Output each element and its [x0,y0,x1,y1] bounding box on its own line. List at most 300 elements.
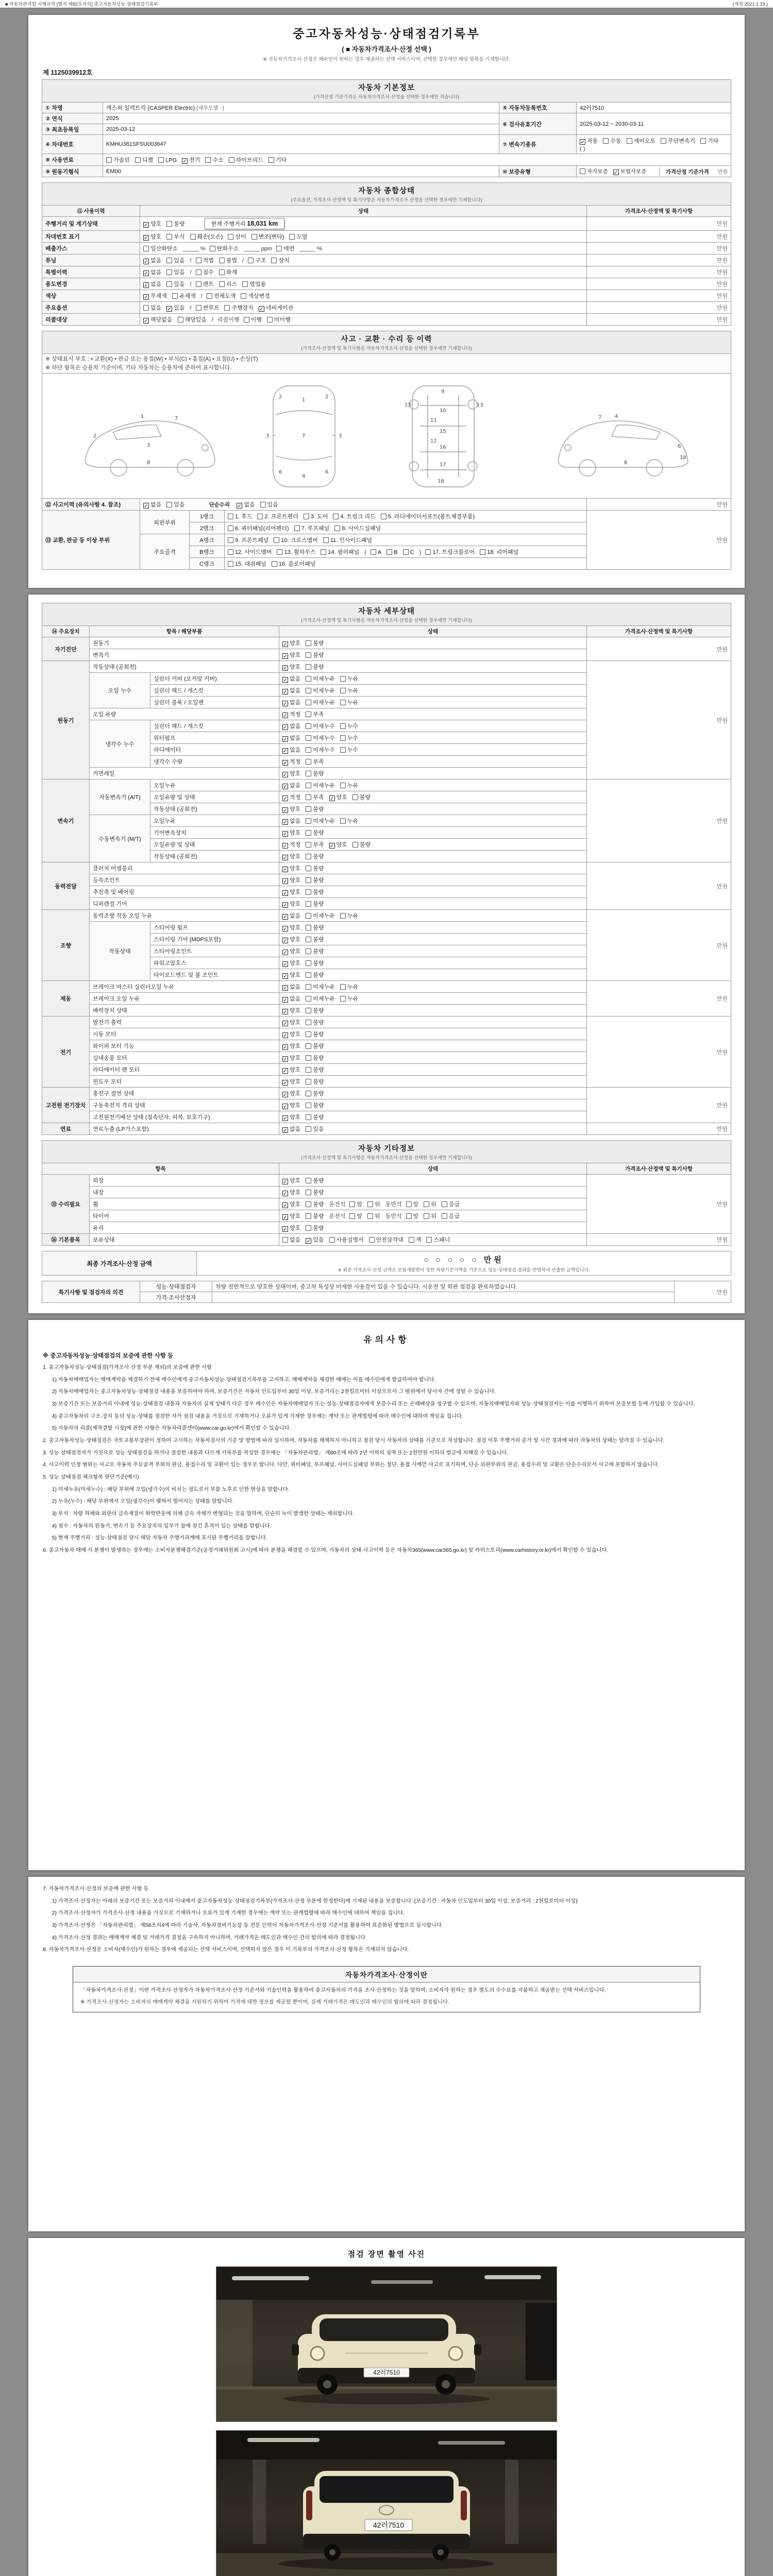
checkbox-option[interactable] [329,793,347,801]
checkbox[interactable] [340,984,346,990]
checkbox-option[interactable] [166,303,184,312]
checkbox[interactable] [306,688,311,693]
checkbox[interactable] [294,526,300,531]
checkbox[interactable] [304,514,309,519]
checkbox-option[interactable] [196,268,214,276]
checkbox[interactable] [190,234,196,240]
checkbox-option[interactable] [306,710,324,718]
checkbox[interactable] [580,168,585,174]
checkbox-option[interactable] [306,900,324,908]
checkbox[interactable] [340,783,346,788]
checkbox[interactable]: ✓ [283,938,288,944]
checkbox[interactable] [196,269,201,275]
checkbox-option[interactable] [306,1125,324,1133]
checkbox-option[interactable] [282,1235,300,1244]
checkbox[interactable] [306,759,311,765]
checkbox[interactable] [242,281,248,287]
checkbox-option[interactable] [306,994,335,1003]
checkbox-option[interactable] [143,292,167,300]
checkbox-option[interactable] [282,639,300,647]
checkbox-option[interactable] [282,1176,300,1184]
checkbox[interactable] [367,1213,373,1219]
checkbox-option[interactable] [352,793,371,801]
checkbox-option[interactable] [352,840,371,849]
checkbox[interactable] [306,877,311,883]
checkbox-option[interactable] [282,1042,300,1050]
checkbox[interactable] [306,1190,311,1195]
checkbox-option[interactable] [282,911,300,920]
checkbox[interactable] [306,771,311,776]
checkbox[interactable] [386,549,392,555]
checkbox[interactable] [369,1237,375,1243]
checkbox-option[interactable] [306,1113,324,1121]
checkbox-option[interactable] [282,876,300,884]
checkbox-option[interactable] [333,512,375,520]
checkbox-option[interactable] [340,994,358,1003]
checkbox[interactable] [349,1213,355,1219]
checkbox[interactable] [371,549,376,555]
checkbox[interactable] [700,138,706,144]
checkbox[interactable]: ✓ [283,724,288,731]
checkbox[interactable]: ✓ [613,170,618,176]
checkbox[interactable] [166,258,172,263]
checkbox-option[interactable] [627,137,656,145]
checkbox[interactable]: ✓ [259,306,264,312]
checkbox-option[interactable] [228,560,266,568]
checkbox-option[interactable] [251,232,284,241]
checkbox[interactable] [210,246,215,251]
checkbox[interactable] [306,723,311,729]
checkbox-option[interactable] [381,512,475,520]
checkbox[interactable] [260,502,266,507]
checkbox-option[interactable] [282,698,300,706]
checkbox-option[interactable] [228,548,272,556]
checkbox-option[interactable] [268,156,287,164]
checkbox-option[interactable] [219,268,237,276]
checkbox[interactable]: ✓ [237,503,242,509]
checkbox[interactable] [321,549,326,555]
checkbox-option[interactable] [282,994,300,1003]
checkbox-option[interactable] [306,674,335,683]
checkbox[interactable]: ✓ [283,760,288,766]
checkbox-option[interactable] [406,1200,419,1208]
checkbox[interactable]: ✓ [144,503,148,509]
checkbox[interactable]: ✓ [283,973,288,979]
checkbox-option[interactable] [282,888,300,896]
checkbox[interactable] [277,549,282,555]
checkbox-option[interactable] [282,982,300,991]
checkbox-option[interactable] [349,1200,362,1208]
checkbox[interactable] [228,526,233,531]
checkbox[interactable] [219,258,225,263]
checkbox[interactable] [329,1237,335,1243]
checkbox-option[interactable] [282,781,300,789]
checkbox[interactable] [340,688,346,693]
checkbox[interactable] [248,258,254,263]
checkbox-option[interactable] [257,512,298,520]
checkbox[interactable]: ✓ [283,653,288,659]
checkbox-option[interactable] [282,1113,300,1121]
checkbox[interactable]: ✓ [283,855,288,861]
checkbox[interactable]: ✓ [283,878,288,885]
checkbox[interactable] [166,281,172,287]
checkbox[interactable] [267,317,273,323]
checkbox-option[interactable] [367,1200,380,1208]
checkbox[interactable] [306,972,311,978]
checkbox[interactable] [306,996,311,1002]
checkbox-option[interactable] [306,1077,324,1086]
checkbox[interactable] [282,1237,288,1243]
checkbox-option[interactable] [277,548,315,556]
checkbox[interactable] [323,537,329,543]
checkbox[interactable] [306,735,311,741]
checkbox[interactable] [603,138,609,144]
checkbox-option[interactable] [282,651,300,659]
checkbox-option[interactable] [228,524,289,532]
checkbox[interactable]: ✓ [283,665,288,671]
checkbox-option[interactable] [306,793,324,801]
checkbox[interactable]: ✓ [144,222,148,228]
checkbox[interactable] [306,664,311,670]
checkbox-option[interactable] [306,935,324,943]
checkbox[interactable] [442,1213,447,1219]
checkbox-option[interactable] [282,1030,300,1038]
checkbox[interactable]: ✓ [144,282,148,289]
checkbox-option[interactable] [424,1212,436,1220]
checkbox-option[interactable] [166,219,184,228]
checkbox[interactable] [205,157,211,163]
checkbox[interactable] [228,514,233,519]
checkbox-option[interactable] [166,280,184,288]
checkbox[interactable] [166,269,172,275]
checkbox-option[interactable] [306,698,335,706]
checkbox[interactable] [196,281,201,287]
checkbox-option[interactable] [386,549,397,556]
checkbox-option[interactable] [306,1089,324,1097]
checkbox[interactable]: ✓ [580,139,585,145]
checkbox-option[interactable] [304,512,328,520]
checkbox[interactable] [276,246,282,251]
checkbox-option[interactable] [248,256,266,264]
checkbox[interactable]: ✓ [283,950,288,956]
checkbox-option[interactable] [306,651,324,659]
checkbox[interactable]: ✓ [283,867,288,873]
checkbox-option[interactable] [276,244,294,252]
checkbox-option[interactable] [282,722,300,730]
checkbox-option[interactable] [260,500,278,509]
checkbox[interactable] [106,157,112,163]
checkbox[interactable]: ✓ [283,807,288,814]
checkbox[interactable]: ✓ [283,831,288,837]
checkbox-option[interactable] [306,757,324,766]
checkbox-option[interactable] [207,292,236,300]
checkbox[interactable] [196,305,201,311]
checkbox[interactable] [228,537,233,543]
checkbox[interactable]: ✓ [283,902,288,908]
checkbox-option[interactable] [306,817,335,825]
checkbox-option[interactable] [143,219,161,228]
checkbox-option[interactable] [306,1188,324,1196]
checkbox-option[interactable] [306,888,324,896]
checkbox-option[interactable] [424,1200,436,1208]
checkbox[interactable]: ✓ [283,997,288,1003]
checkbox[interactable]: ✓ [283,1021,288,1027]
checkbox[interactable]: ✓ [283,819,288,825]
checkbox-option[interactable] [340,817,358,825]
checkbox-option[interactable] [282,1054,300,1062]
checkbox[interactable]: ✓ [283,890,288,896]
checkbox[interactable] [289,234,295,240]
checkbox[interactable] [403,549,409,555]
checkbox-option[interactable] [282,805,300,813]
checkbox-option[interactable] [306,982,335,991]
checkbox-option[interactable] [306,1030,324,1038]
checkbox[interactable]: ✓ [283,1191,288,1197]
checkbox[interactable]: ✓ [329,843,334,849]
checkbox-option[interactable] [143,500,161,509]
checkbox[interactable] [306,700,311,705]
checkbox[interactable] [334,526,340,531]
checkbox-option[interactable] [369,1235,404,1244]
checkbox[interactable] [229,157,234,163]
checkbox-option[interactable] [306,876,324,884]
checkbox-option[interactable] [289,232,307,241]
checkbox[interactable]: ✓ [144,235,148,241]
checkbox[interactable] [349,1201,355,1207]
checkbox[interactable] [166,502,172,507]
checkbox[interactable] [306,866,311,871]
checkbox[interactable] [268,157,274,163]
checkbox[interactable] [480,549,485,555]
checkbox[interactable] [306,984,311,990]
checkbox[interactable]: ✓ [283,1104,288,1110]
checkbox[interactable]: ✓ [283,1127,288,1133]
checkbox[interactable]: ✓ [283,1214,288,1221]
checkbox[interactable]: ✓ [329,795,334,802]
checkbox[interactable] [340,996,346,1002]
checkbox[interactable] [306,1126,311,1132]
checkbox[interactable] [228,549,233,555]
checkbox-option[interactable] [425,548,475,556]
checkbox[interactable] [135,157,141,163]
checkbox-option[interactable] [143,268,161,276]
checkbox-option[interactable] [190,232,223,241]
checkbox[interactable] [340,913,346,919]
checkbox[interactable] [340,723,346,729]
checkbox[interactable] [306,1055,311,1061]
checkbox-option[interactable] [367,1212,380,1220]
checkbox[interactable] [143,246,149,251]
checkbox-option[interactable] [271,256,289,264]
checkbox-option[interactable] [282,1065,300,1074]
checkbox[interactable] [306,747,311,753]
checkbox-option[interactable] [306,1042,324,1050]
checkbox[interactable] [306,794,311,800]
checkbox-option[interactable] [282,710,300,718]
checkbox-option[interactable] [480,548,518,556]
checkbox-option[interactable] [661,137,695,145]
checkbox-option[interactable] [306,852,324,860]
checkbox[interactable] [224,305,230,311]
checkbox-option[interactable] [143,315,173,324]
checkbox-option[interactable] [282,734,300,742]
checkbox[interactable]: ✓ [283,1115,288,1122]
checkbox-option[interactable] [306,1200,324,1208]
checkbox[interactable]: ✓ [283,914,288,920]
checkbox[interactable]: ✓ [283,1080,288,1086]
checkbox-option[interactable] [442,1212,460,1220]
checkbox-option[interactable] [229,156,263,164]
checkbox[interactable] [306,925,311,930]
checkbox-option[interactable] [282,674,300,683]
checkbox[interactable]: ✓ [283,961,288,968]
checkbox-option[interactable] [306,734,335,742]
checkbox[interactable]: ✓ [283,748,288,754]
checkbox[interactable] [406,1201,412,1207]
checkbox[interactable] [143,305,149,311]
checkbox-option[interactable] [371,549,381,556]
checkbox-option[interactable] [403,549,414,556]
checkbox-option[interactable] [442,1200,460,1208]
checkbox-option[interactable] [306,1054,324,1062]
checkbox-option[interactable] [196,303,220,312]
checkbox-option[interactable] [282,1006,300,1014]
checkbox-option[interactable] [106,156,130,164]
checkbox[interactable] [306,1043,311,1049]
checkbox-option[interactable] [306,923,324,931]
checkbox-option[interactable] [306,745,335,754]
checkbox[interactable]: ✓ [283,689,288,695]
checkbox[interactable]: ✓ [283,1226,288,1232]
checkbox[interactable]: ✓ [283,641,288,648]
checkbox[interactable]: ✓ [144,270,148,277]
checkbox[interactable] [166,221,172,227]
checkbox-option[interactable] [282,686,300,694]
checkbox[interactable] [426,1237,432,1243]
checkbox-option[interactable] [323,536,372,544]
checkbox[interactable]: ✓ [283,736,288,742]
checkbox-option[interactable] [306,639,324,647]
checkbox-option[interactable] [158,157,177,164]
checkbox-option[interactable] [340,722,358,730]
checkbox-option[interactable] [143,303,161,312]
checkbox-option[interactable] [282,1018,300,1026]
checkbox-option[interactable] [329,1235,364,1244]
checkbox[interactable] [306,960,311,966]
checkbox-option[interactable] [282,769,300,777]
checkbox-option[interactable] [196,280,214,288]
checkbox-option[interactable] [282,840,300,849]
checkbox-option[interactable] [700,137,718,145]
checkbox[interactable] [340,735,346,741]
checkbox-option[interactable] [267,315,291,324]
checkbox-option[interactable] [340,698,358,706]
checkbox-option[interactable] [178,315,207,324]
checkbox[interactable] [306,1079,311,1084]
checkbox-option[interactable] [282,1212,300,1220]
checkbox[interactable] [367,1201,373,1207]
checkbox[interactable] [306,1091,311,1096]
checkbox[interactable] [352,794,358,800]
checkbox-option[interactable] [210,244,239,252]
checkbox-option[interactable] [143,232,161,241]
checkbox[interactable]: ✓ [167,306,172,312]
checkbox[interactable]: ✓ [182,158,187,164]
checkbox[interactable] [306,1020,311,1025]
checkbox[interactable]: ✓ [283,701,288,707]
checkbox-option[interactable] [282,1125,300,1133]
checkbox-option[interactable] [241,292,270,300]
checkbox[interactable] [306,1114,311,1120]
checkbox[interactable]: ✓ [283,795,288,802]
checkbox-option[interactable] [166,232,184,241]
checkbox-option[interactable] [306,947,324,955]
checkbox-option[interactable] [282,935,300,943]
checkbox-option[interactable] [135,156,153,164]
checkbox-option[interactable] [228,512,252,520]
checkbox[interactable] [424,1213,429,1219]
checkbox[interactable] [241,293,246,299]
checkbox[interactable] [271,258,277,263]
checkbox-option[interactable] [228,232,246,241]
checkbox-option[interactable] [334,524,381,532]
checkbox-option[interactable] [282,971,300,979]
checkbox-option[interactable] [219,280,237,288]
checkbox[interactable] [306,854,311,859]
checkbox[interactable] [306,1103,311,1108]
checkbox-option[interactable] [340,982,358,991]
checkbox[interactable]: ✓ [283,713,288,719]
checkbox-option[interactable] [306,1224,324,1232]
checkbox[interactable] [306,818,311,824]
checkbox[interactable] [228,234,233,240]
checkbox[interactable] [228,561,233,567]
checkbox[interactable] [306,901,311,907]
checkbox[interactable] [306,1225,311,1231]
checkbox[interactable]: ✓ [144,294,148,300]
checkbox-option[interactable] [219,256,237,264]
checkbox[interactable] [306,1031,311,1037]
checkbox[interactable] [306,1213,311,1219]
checkbox[interactable] [196,258,201,263]
checkbox[interactable] [306,640,311,646]
checkbox-option[interactable] [306,686,335,694]
checkbox[interactable] [219,281,225,287]
checkbox[interactable] [333,514,339,519]
checkbox[interactable] [381,514,386,519]
checkbox[interactable] [244,317,249,323]
checkbox-option[interactable] [306,722,335,730]
checkbox[interactable]: ✓ [306,1238,311,1244]
checkbox[interactable] [340,700,346,705]
checkbox[interactable] [442,1201,447,1207]
checkbox[interactable] [409,1237,414,1243]
checkbox-option[interactable] [282,663,300,671]
checkbox[interactable] [340,747,346,753]
checkbox-option[interactable] [282,923,300,931]
checkbox-option[interactable] [306,769,324,777]
checkbox-option[interactable] [306,1065,324,1074]
checkbox-option[interactable] [340,674,358,683]
checkbox-option[interactable] [205,156,223,164]
checkbox[interactable] [306,806,311,812]
checkbox-option[interactable] [340,911,358,920]
checkbox-option[interactable] [282,817,300,825]
checkbox-option[interactable] [166,256,184,264]
checkbox-option[interactable] [274,536,317,544]
checkbox-option[interactable] [306,971,324,979]
checkbox[interactable] [425,549,431,555]
